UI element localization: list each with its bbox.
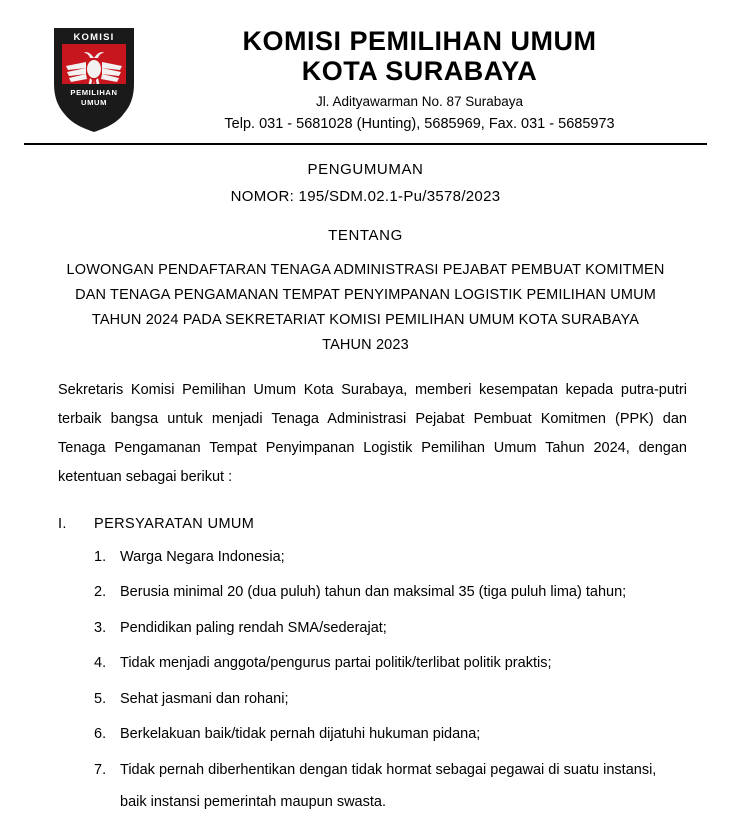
announcement-number: NOMOR: 195/SDM.02.1-Pu/3578/2023 — [230, 188, 501, 205]
section-number: I. — [58, 515, 67, 532]
org-name-line1: KOMISI PEMILIHAN UMUM — [242, 26, 597, 56]
header-divider — [24, 143, 707, 145]
announcement-label: PENGUMUMAN — [307, 161, 424, 178]
list-item-text-line1: Tidak pernah diberhentikan dengan tidak hormat sebagai pegawai di suatu instansi, — [120, 761, 657, 778]
list-item — [94, 759, 687, 814]
subject-line: LOWONGAN PENDAFTARAN TENAGA ADMINISTRASI PEJABAT PEMBUAT KOMITMEN — [66, 262, 665, 278]
subject-line: TAHUN 2024 PADA SEKRETARIAT KOMISI PEMILIHAN UMUM KOTA SURABAYA — [91, 311, 640, 328]
list-item-text: Tidak menjadi anggota/pengurus partai politik/terlibat politik praktis; — [120, 655, 552, 672]
list-item-number: 6. — [94, 726, 107, 743]
list-item-number: 1. — [94, 548, 107, 565]
announcement-subject — [0, 258, 731, 358]
org-address: Jl. Adityawarman No. 87 Surabaya — [315, 94, 524, 110]
svg-text:PEMILIHAN: PEMILIHAN — [70, 88, 118, 97]
list-item-number: 2. — [94, 584, 107, 601]
list-item — [94, 652, 687, 674]
list-item-text: Sehat jasmani dan rohani; — [120, 690, 289, 707]
list-item-number: 3. — [94, 619, 107, 636]
list-item — [94, 688, 687, 710]
kpu-logo-icon — [46, 22, 142, 134]
list-item-text-line2: baik instansi pemerintah maupun swasta. — [120, 794, 386, 811]
list-item-number: 4. — [94, 655, 107, 672]
list-item-number: 7. — [94, 761, 107, 778]
svg-text:UMUM: UMUM — [80, 98, 108, 107]
subject-line: DAN TENAGA PENGAMANAN TEMPAT PENYIMPANAN LOGISTIK PEMILIHAN UMUM — [75, 286, 656, 303]
section-title: PERSYARATAN UMUM — [94, 515, 255, 532]
list-item-text: Pendidikan paling rendah SMA/sederajat; — [120, 619, 387, 636]
svg-text:KOMISI: KOMISI — [73, 32, 115, 43]
title-block — [0, 161, 731, 358]
list-item-text: Warga Negara Indonesia; — [120, 548, 285, 565]
org-phone: Telp. 031 - 5681028 (Hunting), 5685969, Fax. 031 - 5685973 — [224, 116, 615, 133]
requirements-list — [58, 546, 687, 814]
logo-container — [40, 16, 148, 134]
list-item-text — [120, 759, 687, 814]
section-heading — [58, 516, 687, 532]
intro-paragraph: Sekretaris Komisi Pemilihan Umum Kota Surabaya, memberi kesempatan kepada putra-putri terbaik bangsa untuk menjadi Tenaga Administrasi Pejabat Pembuat Komitmen (PPK) dan Tenaga Pengamanan Tempat Penyimpanan Logistik Pemilihan Umum Tahun 2024, dengan ketentuan sebagai berikut : — [58, 381, 687, 485]
list-item — [94, 723, 687, 745]
list-item-text: Berusia minimal 20 (dua puluh) tahun dan maksimal 35 (tiga puluh lima) tahun; — [120, 584, 627, 601]
list-item — [94, 617, 687, 639]
list-item — [94, 546, 687, 568]
list-item-text: Berkelakuan baik/tidak pernah dijatuhi hukuman pidana; — [120, 726, 481, 743]
letterhead-text — [148, 16, 701, 134]
list-item-number: 5. — [94, 690, 107, 707]
about-label: TENTANG — [328, 227, 403, 244]
list-item — [94, 581, 687, 603]
section-persyaratan-umum — [58, 516, 687, 814]
org-name-line2: KOTA SURABAYA — [301, 56, 538, 87]
letterhead — [0, 0, 731, 134]
subject-line: TAHUN 2023 — [322, 336, 409, 353]
